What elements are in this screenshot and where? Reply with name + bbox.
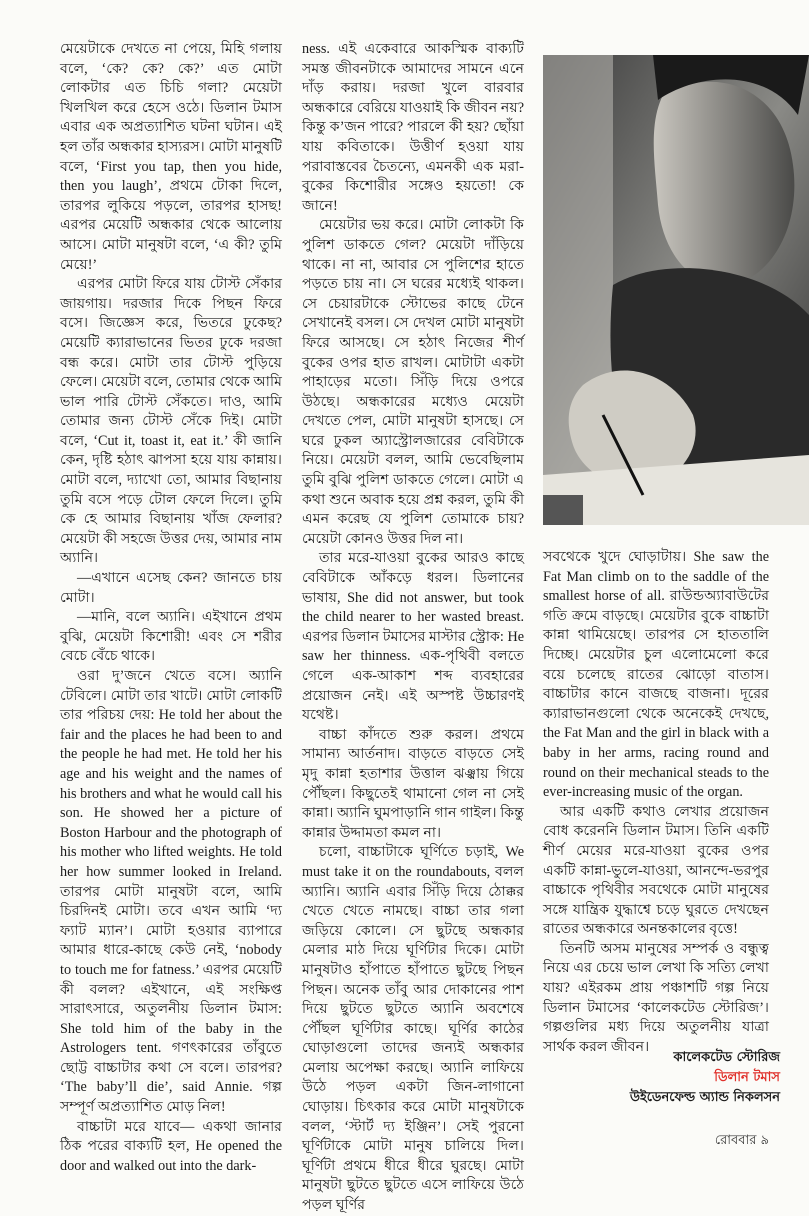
- paragraph: —মানি, বলে অ্যানি। এইখানে প্রথম বুঝি, মেয়েটা কিশোরী! এবং সে শরীর বেচে বেঁচে থাকে।: [60, 609, 282, 665]
- paragraph: ness. এই একেবারে আকস্মিক বাক্যটি সমস্ত জীবনটাকে আমাদের সামনে এনে দাঁড় করায়। দরজা খুলে বারবার অন্ধকারে বেরিয়ে যাওয়াই কি জীবন নয়? কিন্তু ক’জন পারে? পারলে কী হয়? ছোঁয়া যায় কবিতাকে। উত্তীর্ণ হওয়া যায় পরাবাস্তবের চৈতন্যে, এমনকী এক মরা-বুকের কিশোরীর সঙ্গেও হয়তো! কে জানে!: [302, 41, 524, 214]
- paragraph: বাচ্চাটা মরে যাবে— একথা জানার ঠিক পরের বাক্যটি হল, He opened the door and walked out into the dark-: [60, 1118, 282, 1174]
- paragraph: মেয়েটাকে দেখতে না পেয়ে, মিহি গলায় বলে, ‘কে? কে? কে?’ এত মোটা লোকটার এত চিচি গলা? মেয়েটা খিলখিল করে হেসে ওঠে। ডিলান টমাস এবার এক অপ্রত্যাশিত ঘটনা ঘটান। এই হল তাঁর অন্ধকার হাস্যরস। মোটা মানুষটি বলে, ‘First you tap, then you hide, then you laugh’, প্রথমে টোকা দিলে, তারপর লুকিয়ে পড়লে, তারপর হাসছ! এরপর মেয়েটি অন্ধকার থেকে আলোয় আসে। মোটা মানুষটা বলে, ‘এ কী? তুমি মেয়ে!’: [60, 41, 282, 273]
- page-folio: রোববার ৯: [714, 1133, 769, 1148]
- paragraph: বাচ্চা কাঁদতে শুরু করল। প্রথমে সামান্য আর্তনাদ। বাড়তে বাড়তে সেই মৃদু কান্না হতাশার উত্তাল ঝঞ্ঝায় গিয়ে পৌঁছল। কিছুতেই থামানো গেল না সেই কান্না। অ্যানি ঘুমপাড়ানি গান গাইল। কিন্তু কান্নার উদ্দামতা কমল না।: [302, 726, 524, 841]
- article-column-1: [60, 40, 282, 1174]
- paragraph: সবথেকে খুদে ঘোড়াটায়। She saw the Fat Man climb on to the saddle of the smallest horse of all. রাউন্ডঅ্যাবাউটের গতি ক্রমে বাড়ছে। মেয়েটার বুকে বাচ্চাটা কান্না থামিয়েছে। তারপর সে হাততালি দিচ্ছে। মেয়েটার চুল এলোমেলো করে বয়ে চলেছে রাতের ঝোড়ো বাতাস। বাচ্চাটার কানে বাজছে বাজনা। দূরের ক্যারাভানগুলো থেকে অনেকেই দেখছে, the Fat Man and the girl in black with a baby in her arms, racing round and round on their mechanical steads to the ever-increasing music of the organ.: [543, 549, 769, 801]
- paragraph: এরপর মোটা ফিরে যায় টোস্ট সেঁকার জায়গায়। দরজার দিকে পিছন ফিরে বসে। জিজ্ঞেস করে, ভিতরে ঢুকেছ? মেয়েটি ক্যারাভানের ভিতর ঢুকে দরজা বন্ধ করে। মোটা তার টোস্ট পুড়িয়ে ফেলে। মেয়েটা বলে, তোমার থেকে আমি ভাল পারি টোস্ট সেঁকতে। দাও, আমি তোমার জন্য টোস্ট সেঁকে দিই। মোটা বলে, ‘Cut it, toast it, eat it.’ কী জানি কেন, দৃষ্টি হঠাৎ ঝাপসা হয়ে যায় কান্নায়। মোটা বলে, দ্যাখো তো, আমার বিছানায় তুমি বসে পড়ে টোল ফেলে দিলে। তুমি কে হে আমার বিছানায় খাঁজ ফেলার? মেয়েটা কী সহজে উত্তর দেয়, আমার নাম অ্যানি।: [60, 276, 282, 567]
- paragraph: আর একটি কথাও লেখার প্রয়োজন বোধ করেননি ডিলান টমাস। তিনি একটি শীর্ণ মেয়ের মরে-যাওয়া বুকের ওপর একটি কান্না-ভুলে-যাওয়া, আনন্দে-ভরপুর বাচ্চাকে পৃথিবীর সবথেকে মোটা মানুষের সঙ্গে যান্ত্রিক যুদ্ধাশ্বে চড়ে ঘুরতে দেখছেন রাতের অন্ধকারে অনন্তকালের বৃত্তে!: [543, 803, 769, 938]
- book-publisher: উইডেনফেল্ড অ্যান্ড নিকলসন: [629, 1090, 780, 1105]
- book-credits: [555, 1048, 780, 1108]
- paragraph: ওরা দু’জনে খেতে বসে। অ্যানি টেবিলে। মোটা তার খাটে। মোটা লোকটি তার পরিচয় দেয়: He told her about the fair and the places he had been to and the people he had met. He told her his age and his weight and the names of his brothers and what he would call his son. He showed her a picture of Boston Harbour and the photograph of his mother who lifted weights. He told her how summer looked in Ireland. তারপর মোটা মানুষটা বলে, আমি চিরদিনই মোটা। তবে এখন আমি ‘দ্য ফ্যাট ম্যান’। মোটা হওয়ার ব্যাপারে আমার ধারে-কাছে কেউ নেই, ‘nobody to touch me for fatness.’ এরপর মেয়েটি কী বলল? এইখানে, এই সংক্ষিপ্ত সারাৎসারে, অতুলনীয় ডিলান টমাস: She told him of the baby in the Astrologers tent. গণৎকারের তাঁবুতে ছোট্ট বাচ্চাটার কথা সে বলে। তারপর? ‘The baby’ll die’, said Annie. গল্প সম্পূর্ণ অপ্রত্যাশিত মোড় নিল!: [60, 668, 282, 1116]
- paragraph: মেয়েটার ভয় করে। মোটা লোকটা কি পুলিশ ডাকতে গেল? মেয়েটা দাঁড়িয়ে থাকে। না না, আবার সে পুলিশের হাতে পড়তে চায় না। সে ঘরের মধ্যেই থাকল। সে চেয়ারটাকে স্টোভের কাছে টেনে সেখানেই বসল। সে দেখল মোটা মানুষটা ফিরে আসছে। সে হঠাৎ নিজের শীর্ণ বুকের ওপর হাত রাখল। মোটাটা একটা পাহাড়ের মতো। সিঁড়ি দিয়ে ওপরে উঠছে। অন্ধকারের মধ্যেও মেয়েটা দেখতে পেল, মোটা মানুষটা হাসছে। সে ঘরে ঢুকল অ্যাস্ট্রোলজারের বেবিটাকে নিয়ে। মেয়েটা বলল, আমি ভেবেছিলাম তুমি বুঝি পুলিশ ডাকতে গেলে। মোটা এ কথা শুনে অবাক হয়ে প্রশ্ন করল, তুমি কী এমন করেছ যে পুলিশ তোমাকে চায়? মেয়েটা কোনও উত্তর দিল না।: [302, 217, 524, 547]
- book-title: কালেকটেড স্টোরিজ: [673, 1050, 780, 1065]
- article-column-2: [302, 40, 524, 1214]
- man-writing-photo: [543, 55, 809, 525]
- article-column-3: [543, 548, 769, 1078]
- book-author: ডিলান টমাস: [714, 1070, 780, 1085]
- paragraph: তিনটি অসম মানুষের সম্পর্ক ও বন্ধুত্ব নিয়ে এর চেয়ে ভাল লেখা কি সত্যি লেখা যায়? এইরকম প্রায় পঞ্চাশটি গল্প নিয়ে ডিলান টমাসের ‘কালেকটেড স্টোরিজ’। গল্পগুলির মধ্য দিয়ে অতুলনীয় যাত্রা সার্থক করল জীবন।: [543, 940, 769, 1055]
- photo-illustration: [543, 55, 809, 525]
- paragraph: তার মরে-যাওয়া বুকের আরও কাছে বেবিটাকে আঁকড়ে ধরল। ডিলানের ভাষায়, She did not answer, but took the child nearer to her wasted breast. এরপর ডিলান টমাসের মাস্টার স্ট্রোক: He saw her thinness. এক-পৃথিবী বলতে গেলে এক-আকাশ শব্দ ব্যবহারের প্রয়োজন নেই। এই অস্পষ্ট উচ্চারণই যথেষ্ট।: [302, 550, 524, 724]
- paragraph: চলো, বাচ্চাটাকে ঘূর্ণিতে চড়াই, We must take it on the roundabouts, বলল অ্যানি। অ্যানি এবার সিঁড়ি দিয়ে ঠোক্কর খেতে খেতে নামছে। বাচ্চা তার গলা জড়িয়ে কোলে। সে ছুটছে অন্ধকার মেলার মাঠ দিয়ে ঘূর্ণিটার দিকে। মোটা মানুষটাও হাঁপাতে হাঁপাতে ছুটছে পিছন পিছন। অনেক তাঁবু আর দোকানের পাশ দিয়ে ছুটতে ছুটতে অ্যানি অবশেষে পৌঁছল ঘূর্ণিটার কাছে। ঘূর্ণির কাঠের ঘোড়াগুলো তাদের জন্যই অন্ধকার মেলায় অপেক্ষা করছে। অ্যানি লাফিয়ে উঠে পড়ল একটা জিন-লাগানো ঘোড়ায়। চিৎকার করে মোটা মানুষটাকে বলল, ‘স্টার্ট দ্য ইঞ্জিন’। সেই পুরনো ঘূর্ণিটাকে মোটা মানুষ চালিয়ে দিল। ঘূর্ণিটা প্রথমে ধীরে ধীরে ঘুরছে। মোটা মানুষটা ছুটতে ছুটতে এসে লাফিয়ে উঠে পড়ল ঘূর্ণির: [302, 844, 524, 1214]
- paragraph: —এখানে এসেছ কেন? জানতে চায় মোটা।: [60, 570, 282, 606]
